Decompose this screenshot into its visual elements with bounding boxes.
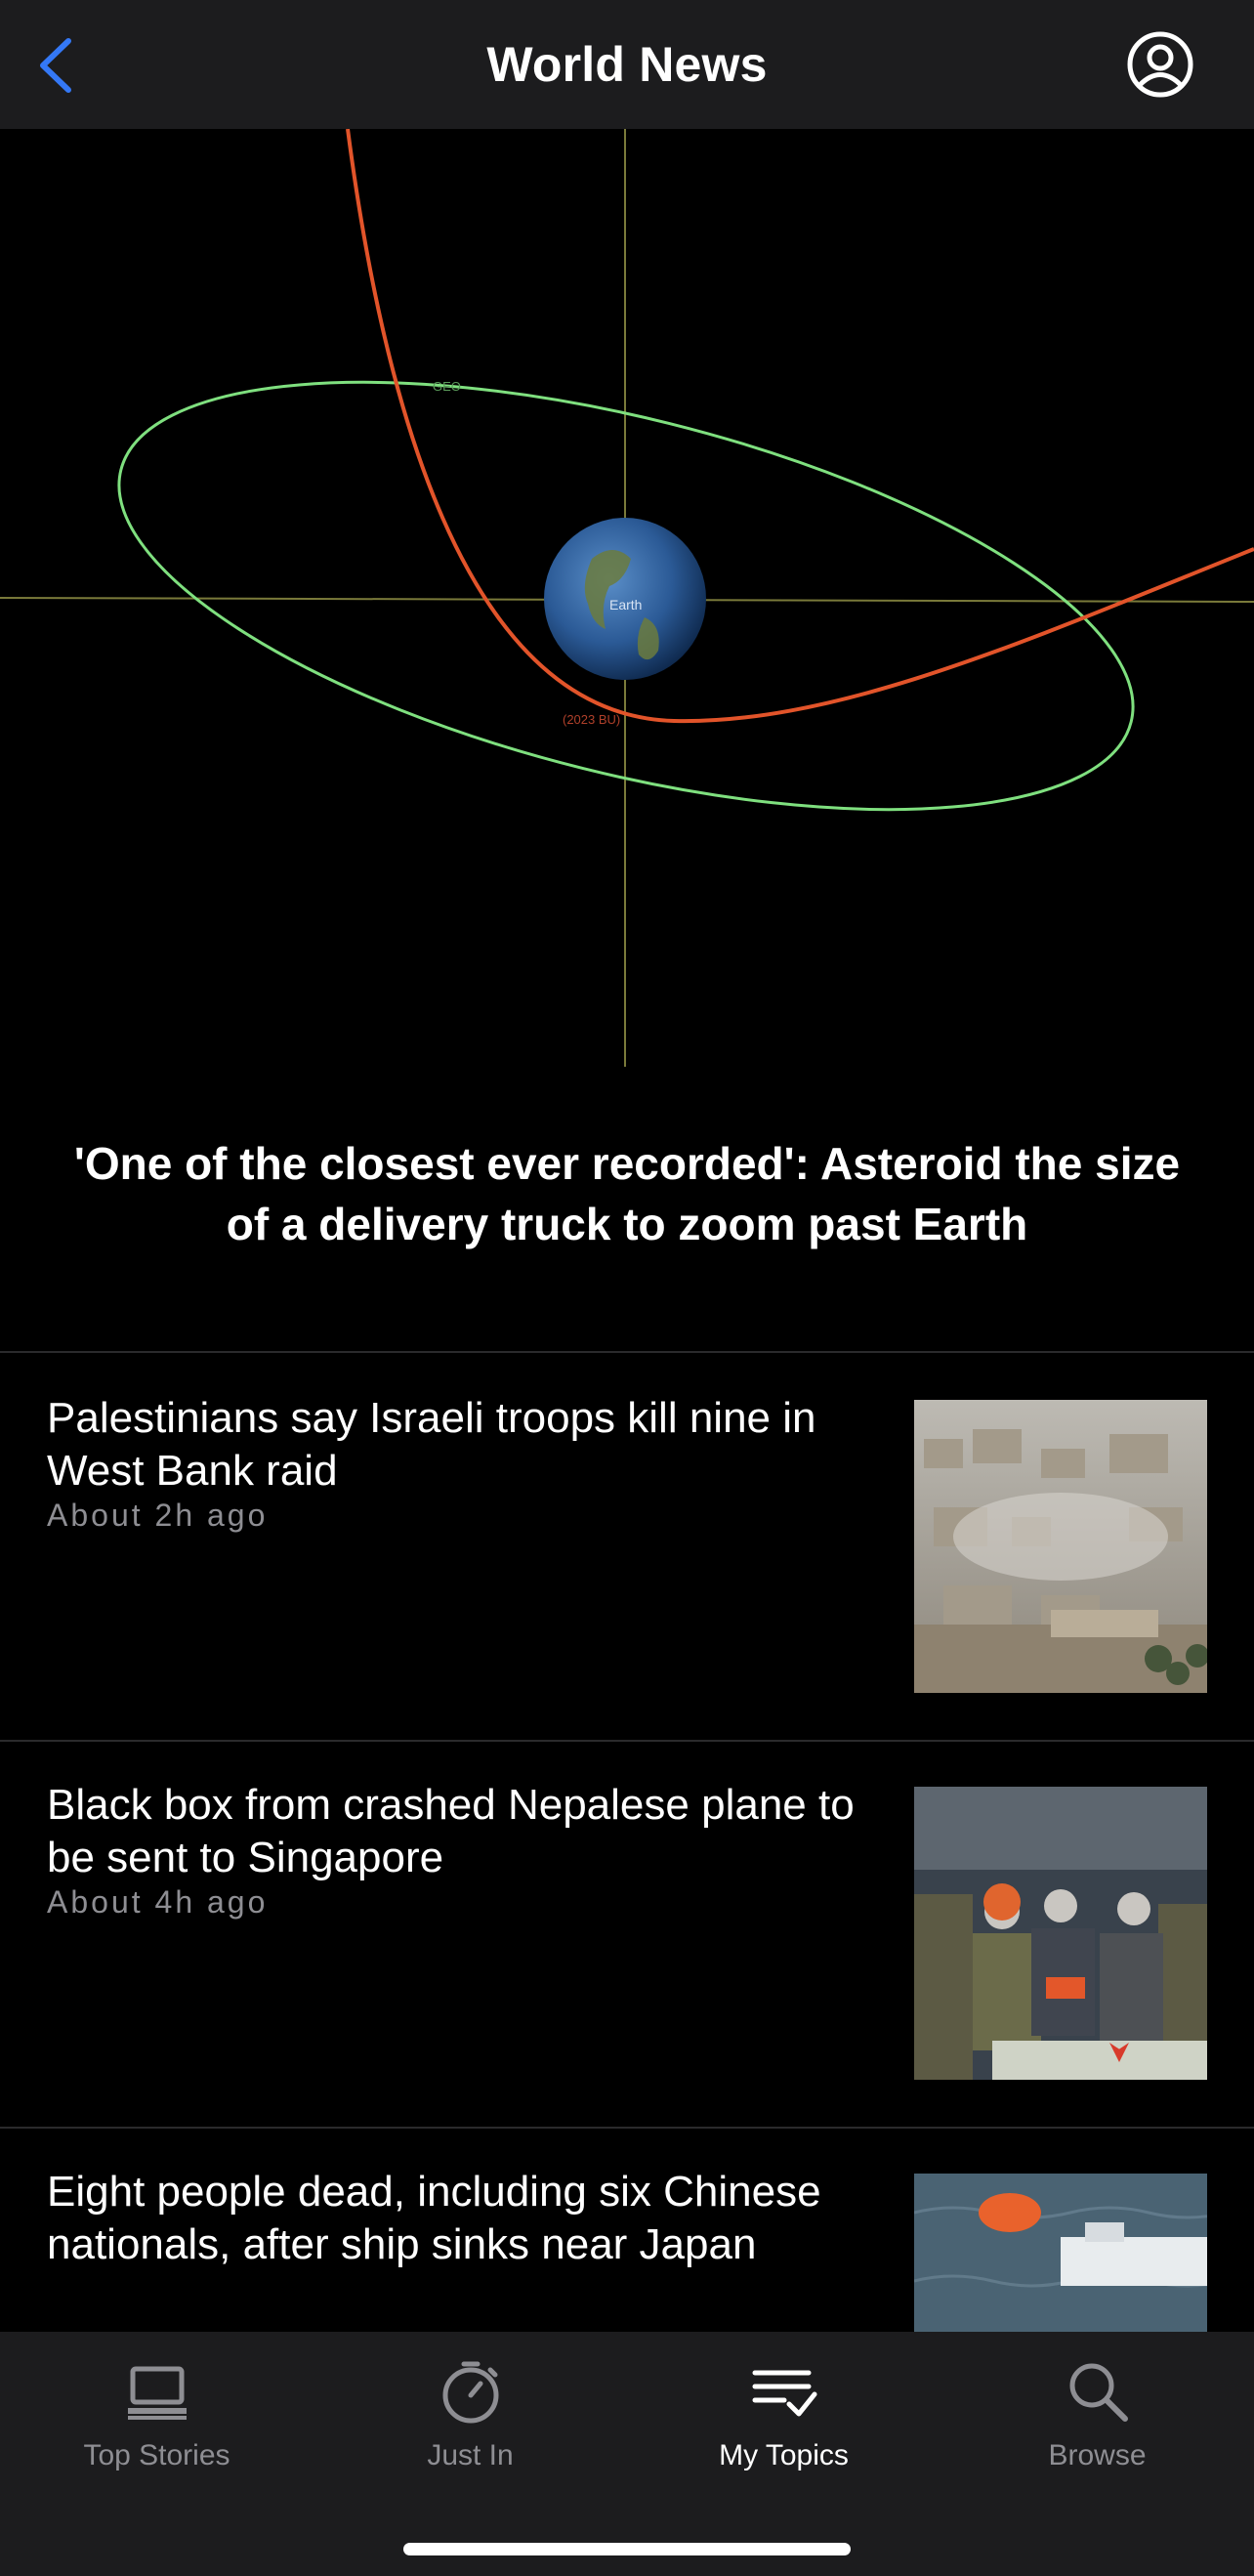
story-headline: Eight people dead, including six Chinese nationals, after ship sinks near Japan [47, 2168, 821, 2268]
tab-my-topics[interactable] [627, 2332, 940, 2488]
stopwatch-icon [437, 2357, 505, 2426]
tab-top-stories[interactable] [0, 2332, 314, 2488]
story-headline: Palestinians say Israeli troops kill nine in West Bank raid [47, 1394, 816, 1495]
tab-label: Browse [1048, 2439, 1147, 2471]
hero-image[interactable] [0, 129, 1254, 1086]
story-thumbnail [914, 1400, 1207, 1693]
story-thumbnail [914, 1787, 1207, 2080]
hero-headline[interactable]: 'One of the closest ever recorded': Asteroid the size of a delivery truck to zoom past Earth [73, 1138, 1181, 1249]
account-circle-icon [1125, 29, 1195, 100]
tab-label: My Topics [719, 2439, 849, 2471]
list-check-icon [750, 2357, 818, 2426]
svg-text:(2023 BU): (2023 BU) [563, 712, 621, 727]
laptop-icon [123, 2357, 191, 2426]
story-row[interactable] [0, 1353, 1254, 1740]
tab-just-in[interactable] [314, 2332, 627, 2488]
svg-text:Earth: Earth [609, 597, 643, 612]
story-timestamp: About 2h ago [47, 1498, 269, 1533]
story-timestamp: About 4h ago [47, 1884, 269, 1920]
search-icon [1064, 2357, 1132, 2426]
bottom-tab-bar [0, 2332, 1254, 2576]
page-title: World News [486, 37, 768, 92]
account-button[interactable] [1125, 29, 1195, 100]
tab-label: Top Stories [83, 2439, 230, 2471]
asteroid-orbit-graphic [0, 129, 1254, 1086]
home-indicator [403, 2543, 851, 2555]
story-row[interactable] [0, 1740, 1254, 2127]
top-nav-bar [0, 0, 1254, 129]
svg-text:GEO: GEO [433, 379, 461, 394]
tab-label: Just In [427, 2439, 514, 2471]
tab-browse[interactable] [940, 2332, 1254, 2488]
chevron-left-icon [29, 31, 88, 100]
story-headline: Black box from crashed Nepalese plane to be sent to Singapore [47, 1781, 855, 1881]
back-button[interactable] [29, 31, 88, 100]
